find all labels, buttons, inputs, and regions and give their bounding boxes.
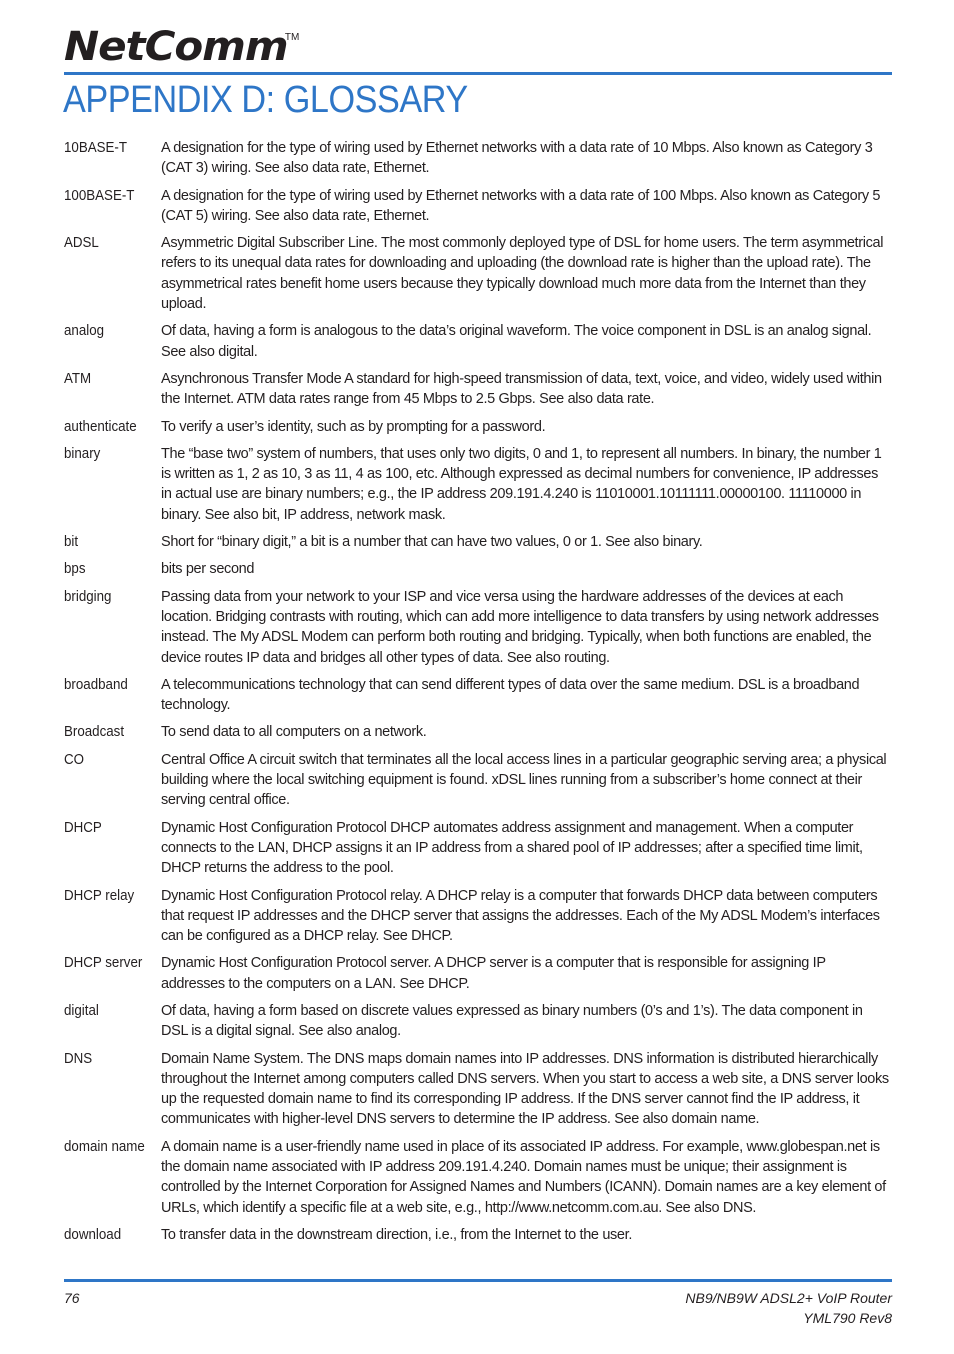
header-rule	[64, 72, 892, 75]
page-number: 76	[64, 1290, 80, 1306]
glossary-definition: Dynamic Host Configuration Protocol relay. A DHCP relay is a computer that forwards DHCP data between computers that request IP addresses and the DHCP server that assigns the addresses. Each of the My ADSL Modem’s interfaces can be configured as a DHCP relay. See DHCP.	[161, 887, 880, 945]
glossary-entry	[64, 675, 892, 716]
glossary-definition: The “base two” system of numbers, that uses only two digits, 0 and 1, to represent all numbers. In binary, the number 1 is written as 1, 2 as 10, 3 as 11, 4 as 100, etc. Although expressed as decimal numbers for convenience, IP addresses in actual use are binary numbers; e.g., the IP address 209.191.4.240 is 11010001.10111111.00000100. 11110000 in binary. See also bit, IP address, network mask.	[161, 445, 882, 523]
glossary-entry	[64, 587, 892, 668]
glossary-definition: To transfer data in the downstream direction, i.e., from the Internet to the user.	[161, 1226, 633, 1243]
glossary-entry	[64, 233, 892, 314]
glossary-term: broadband	[64, 676, 128, 693]
glossary-term: DNS	[64, 1050, 93, 1067]
footer-rule	[64, 1279, 892, 1282]
glossary-entry	[64, 532, 892, 552]
glossary-term: DHCP relay	[64, 887, 135, 904]
glossary-entry	[64, 138, 892, 179]
glossary-definition: A telecommunications technology that can send different types of data over the same medium. DSL is a broadband technology.	[161, 676, 860, 714]
glossary-term: analog	[64, 323, 105, 340]
glossary-definition: Central Office A circuit switch that terminates all the local access lines in a particular geographic serving area; a physical building where the local switching equipment is found. xDSL lines running from a subscriber’s home connect at their serving central office.	[161, 751, 887, 809]
product-name: NB9/NB9W ADSL2+ VoIP Router	[685, 1290, 892, 1306]
glossary-entry	[64, 559, 892, 579]
glossary-entry	[64, 1049, 892, 1130]
glossary-term: bit	[64, 534, 79, 551]
document-revision: YML790 Rev8	[803, 1310, 892, 1326]
glossary-term: ADSL	[64, 235, 99, 252]
glossary-list	[64, 138, 892, 1252]
glossary-term: CO	[64, 751, 85, 768]
glossary-entry	[64, 321, 892, 362]
glossary-definition: Domain Name System. The DNS maps domain names into IP addresses. DNS information is distributed hierarchically throughout the Internet among computers called DNS servers. When you start to access a web site, a DNS server looks up the requested domain name to find its corresponding IP address. If the DNS server cannot find the IP address, it communicates with higher-level DNS servers to determine the IP address. See also domain name.	[161, 1050, 889, 1128]
glossary-entry	[64, 417, 892, 437]
glossary-entry	[64, 818, 892, 879]
glossary-term: DHCP server	[64, 955, 143, 972]
glossary-term: bridging	[64, 588, 112, 605]
glossary-term: ATM	[64, 370, 92, 387]
netcomm-logo	[64, 22, 299, 74]
glossary-term: digital	[64, 1002, 99, 1019]
glossary-entry	[64, 953, 892, 994]
glossary-entry	[64, 886, 892, 947]
glossary-entry	[64, 1225, 892, 1245]
glossary-definition: Of data, having a form based on discrete values expressed as binary numbers (0’s and 1’s). The data component in DSL is a digital signal. See also analog.	[161, 1002, 863, 1040]
trademark-symbol: TM	[284, 32, 300, 43]
glossary-term: 100BASE-T	[64, 187, 135, 204]
glossary-entry	[64, 1137, 892, 1218]
glossary-definition: Asymmetric Digital Subscriber Line. The most commonly deployed type of DSL for home users. The term asymmetrical refers to its unequal data rates for downloading and uploading (the download rate is higher than the upload rate). The asymmetrical rates benefit home users because they typically download much more data from the Internet than they upload.	[161, 235, 884, 313]
glossary-definition: A designation for the type of wiring used by Ethernet networks with a data rate of 10 Mbps. Also known as Category 3 (CAT 3) wiring. See also data rate, Ethernet.	[161, 140, 873, 177]
glossary-definition: To verify a user’s identity, such as by prompting for a password.	[161, 418, 546, 435]
glossary-term: download	[64, 1226, 122, 1243]
glossary-term: 10BASE-T	[64, 140, 128, 156]
glossary-entry	[64, 186, 892, 227]
logo-wordmark: NetComm	[64, 24, 288, 70]
glossary-entry	[64, 444, 892, 525]
footer-product-info	[685, 1288, 892, 1328]
glossary-entry	[64, 750, 892, 811]
page-title: APPENDIX D: GLOSSARY	[63, 79, 468, 121]
glossary-term: DHCP	[64, 819, 102, 836]
glossary-term: binary	[64, 445, 101, 462]
glossary-term: domain name	[64, 1138, 145, 1155]
glossary-definition: Passing data from your network to your ISP and vice versa using the hardware addresses of the devices at each location. Bridging contrasts with routing, which can add more intelligence to data transfers by using network addresses instead. The My ADSL Modem can perform both routing and bridging. Typically, when both functions are enabled, the device routes IP data and bridges all other types of data. See also routing.	[161, 588, 879, 666]
glossary-definition: Of data, having a form is analogous to the data’s original waveform. The voice component in DSL is an analog signal. See also digital.	[161, 323, 872, 360]
glossary-definition: Dynamic Host Configuration Protocol server. A DHCP server is a computer that is responsible for assigning IP addresses to the computers on a LAN. See DHCP.	[161, 955, 826, 992]
glossary-definition: Dynamic Host Configuration Protocol DHCP automates address assignment and management. When a computer connects to the LAN, DHCP assigns it an IP address from a shared pool of IP addresses; after a specified time limit, DHCP returns the address to the pool.	[161, 819, 863, 877]
glossary-definition: bits per second	[161, 561, 255, 578]
glossary-entry	[64, 369, 892, 410]
glossary-term: Broadcast	[64, 724, 125, 741]
glossary-entry	[64, 1001, 892, 1042]
glossary-term: authenticate	[64, 418, 137, 435]
glossary-term: bps	[64, 561, 86, 578]
glossary-definition: To send data to all computers on a network.	[161, 724, 427, 741]
glossary-definition: A domain name is a user-friendly name used in place of its associated IP address. For example, www.globespan.net is the domain name associated with IP address 209.191.4.240. Domain names must be unique; their assignment is controlled by the Internet Corporation for Assigned Names and Numbers (ICANN). Domain names are a key element of URLs, which identify a specific file at a web site, e.g., http://www.netcomm.com.au. See also DNS.	[161, 1138, 886, 1216]
glossary-definition: A designation for the type of wiring used by Ethernet networks with a data rate of 100 Mbps. Also known as Category 5 (CAT 5) wiring. See also data rate, Ethernet.	[161, 187, 881, 224]
glossary-definition: Short for “binary digit,” a bit is a number that can have two values, 0 or 1. See also binary.	[161, 534, 703, 551]
glossary-definition: Asynchronous Transfer Mode A standard for high-speed transmission of data, text, voice, and video, widely used within the Internet. ATM data rates range from 45 Mbps to 2.5 Gbps. See also data rate.	[161, 370, 882, 408]
glossary-entry	[64, 722, 892, 742]
